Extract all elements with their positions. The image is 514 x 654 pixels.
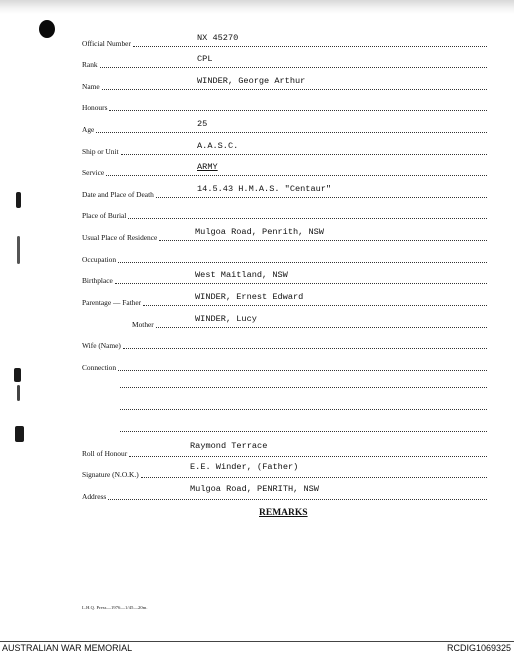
service-label: Service: [82, 168, 105, 177]
mother-value: WINDER, Lucy: [195, 314, 257, 324]
connection-label: Connection: [82, 363, 117, 372]
father-value: WINDER, Ernest Edward: [195, 292, 304, 302]
row-rank: [82, 55, 487, 69]
roll-of-honour-label: Roll of Honour: [82, 449, 128, 458]
ship-or-unit-label: Ship or Unit: [82, 147, 119, 156]
connection-continuation-line: [120, 431, 487, 432]
age-value: 25: [197, 119, 208, 129]
row-official-number: [82, 34, 487, 48]
official-number-label: Official Number: [82, 39, 131, 48]
usual-residence-value: Mulgoa Road, Penrith, NSW: [195, 227, 324, 237]
date-place-death-value: 14.5.43 H.M.A.S. "Centaur": [197, 184, 332, 194]
binder-mark: [16, 192, 21, 208]
binder-mark: [17, 385, 20, 401]
birthplace-value: West Maitland, NSW: [195, 270, 288, 280]
footer-institution: AUSTRALIAN WAR MEMORIAL: [2, 643, 133, 653]
binder-mark: [14, 368, 21, 382]
row-roll-of-honour: [82, 444, 487, 458]
mother-label: Mother: [132, 320, 154, 329]
roll-of-honour-value: Raymond Terrace: [190, 441, 268, 451]
form-printer-code: L.H.Q. Press—1976—1/45—20m.: [82, 605, 148, 610]
place-of-burial-label: Place of Burial: [82, 211, 127, 220]
age-label: Age: [82, 125, 95, 134]
connection-continuation-line: [120, 409, 487, 410]
row-occupation: [82, 250, 487, 264]
punch-hole-top: [39, 20, 55, 38]
address-value: Mulgoa Road, PENRITH, NSW: [190, 484, 319, 494]
honours-label: Honours: [82, 103, 108, 112]
rank-label: Rank: [82, 60, 98, 69]
row-connection: [82, 358, 487, 372]
scan-top-band: [0, 0, 514, 14]
remarks-heading: REMARKS: [259, 508, 308, 518]
service-value: ARMY: [197, 162, 218, 172]
official-number-value: NX 45270: [197, 33, 239, 43]
row-honours: [82, 98, 487, 112]
row-age: [82, 120, 487, 134]
ship-or-unit-value: A.A.S.C.: [197, 141, 239, 151]
father-label: Parentage — Father: [82, 298, 142, 307]
archive-footer: [0, 641, 514, 654]
name-label: Name: [82, 82, 100, 91]
binder-mark: [15, 426, 24, 442]
signature-value: E.E. Winder, (Father): [190, 462, 299, 472]
row-place-of-burial: [82, 206, 487, 220]
wife-label: Wife (Name): [82, 341, 121, 350]
name-value: WINDER, George Arthur: [197, 76, 306, 86]
address-label: Address: [82, 492, 107, 501]
occupation-label: Occupation: [82, 255, 117, 264]
date-place-death-label: Date and Place of Death: [82, 190, 154, 199]
birthplace-label: Birthplace: [82, 276, 113, 285]
footer-record-id: RCDIG1069325: [446, 643, 511, 653]
row-service: [82, 163, 487, 177]
row-mother: [132, 315, 487, 329]
binder-mark: [17, 236, 20, 264]
rank-value: CPL: [197, 54, 213, 64]
usual-residence-label: Usual Place of Residence: [82, 233, 158, 242]
connection-continuation-line: [120, 387, 487, 388]
row-ship-or-unit: [82, 142, 487, 156]
signature-label: Signature (N.O.K.): [82, 470, 139, 479]
row-wife: [82, 336, 487, 350]
